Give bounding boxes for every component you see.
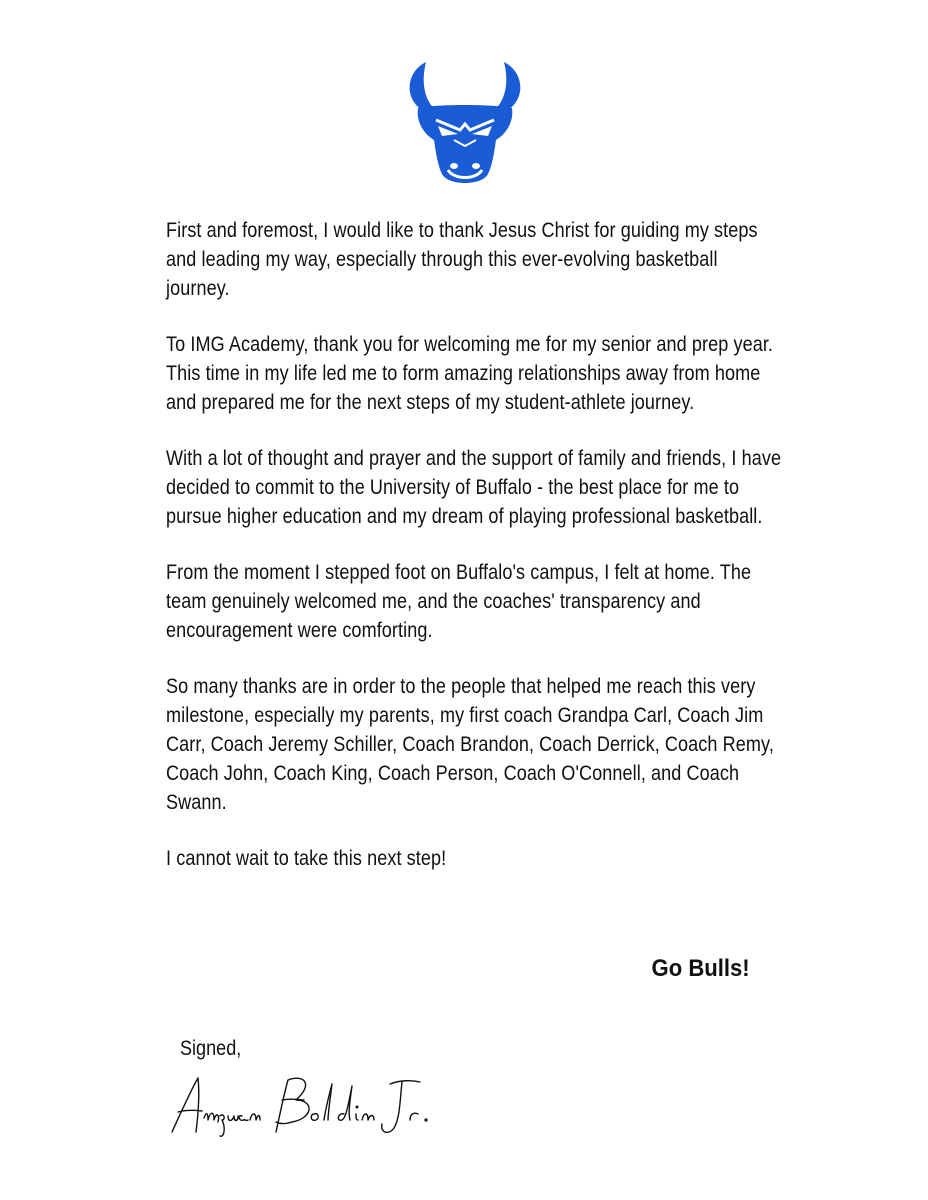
letter-body [166, 216, 786, 900]
signed-label: Signed, [180, 1037, 242, 1060]
paragraph-gratitude-faith: First and foremost, I would like to thank Jesus Christ for guiding my steps and leading my way, especially through this ever-evolving basketball journey. [166, 219, 758, 300]
paragraph-commitment: With a lot of thought and prayer and the support of family and friends, I have decided to commit to the University of Buffalo - the best place for me to pursue higher education and my dream of playing professional basketball. [166, 447, 782, 528]
paragraph-img-academy: To IMG Academy, thank you for welcoming me for my senior and prep year. This time in my life led me to form amazing relationships away from home and prepared me for the next steps of my student-athlete journey. [166, 333, 774, 414]
paragraph-thanks: So many thanks are in order to the people that helped me reach this very milestone, especially my parents, my first coach Grandpa Carl, Coach Jim Carr, Coach Jeremy Schiller, Coach Brandon, Coach Derrick, Coach Remy, Coach John, Coach King, Coach Person, Coach O'Connell, and Coach Swann. [166, 675, 774, 814]
paragraph-next-step: I cannot wait to take this next step! [166, 847, 447, 870]
bull-logo-icon [396, 62, 534, 190]
closing-go-bulls: Go Bulls! [651, 955, 750, 982]
handwritten-signature [164, 1070, 454, 1140]
paragraph-campus-visit: From the moment I stepped foot on Buffalo's campus, I felt at home. The team genuinely welcomed me, and the coaches' transparency and encouragement were comforting. [166, 561, 752, 642]
